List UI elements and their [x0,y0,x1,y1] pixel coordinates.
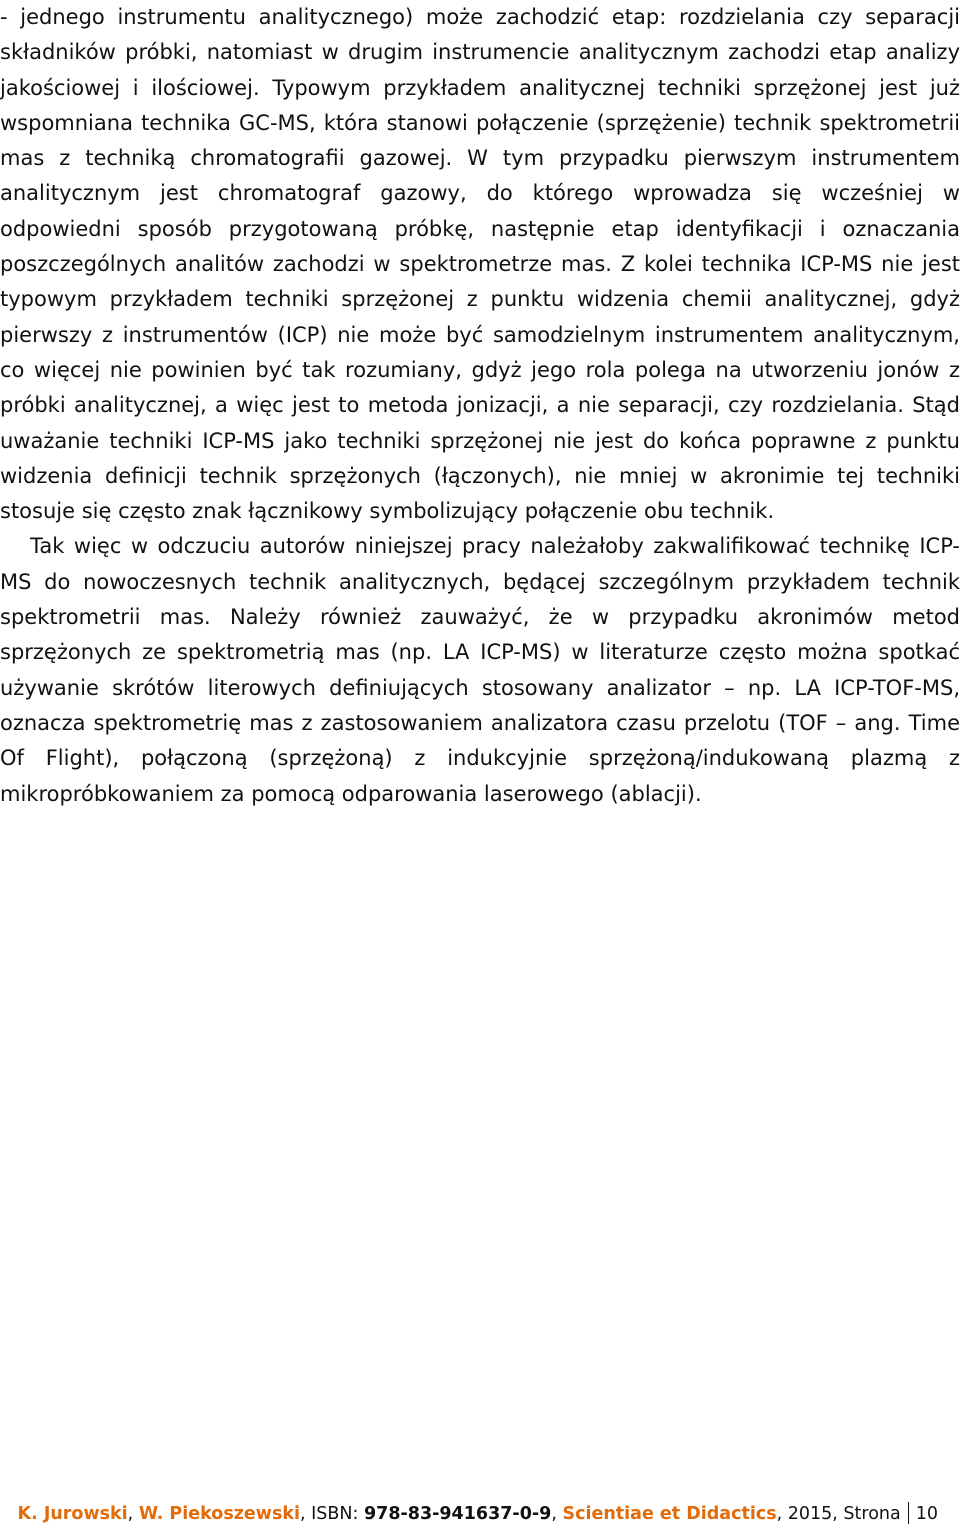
footer-author-1: K. Jurowski [17,1504,128,1524]
footer-isbn: 978-83-941637-0-9 [363,1504,552,1524]
footer-isbn-label: , ISBN: [300,1504,364,1524]
footer-page-number: 10 [915,1504,938,1524]
footer-year-page: , 2015, Strona [776,1504,901,1524]
footer-publisher: Scientiae et Didactics [562,1504,777,1524]
footer-author-2: W. Piekoszewski [138,1504,301,1524]
paragraph-1: - jednego instrumentu analitycznego) może zachodzić etap: rozdzielania czy separacji składników próbki, natomiast w drugim instrumencie analitycznym zachodzi etap analizy jakościowej i ilościowej. Typowym przykładem analitycznej techniki sprzężonej jest już wspomniana technika GC-MS, która stanowi połączenie (sprzężenie) technik spektrometrii mas z techniką chromatografii gazowej. W tym przypadku pierwszym instrumentem analitycznym jest chromatograf gazowy, do którego wprowadza się wcześniej w odpowiedni sposób przygotowaną próbkę, następnie etap identyfikacji i oznaczania poszczególnych analitów zachodzi w spektrometrze mas. Z kolei technika ICP-MS nie jest typowym przykładem techniki sprzężonej z punktu widzenia chemii analitycznej, gdyż pierwszy z instrumentów (ICP) nie może być samodzielnym instrumentem analitycznym, co więcej nie powinien być tak rozumiany, gdyż jego rola polega na utworzeniu jonów z próbki analitycznej, a więc jest to metoda jonizacji, a nie separacji, czy rozdzielania. Stąd uważanie techniki ICP-MS jako techniki sprzężonej nie jest do końca poprawne z punktu widzenia definicji technik sprzężonych (łączonych), nie mniej w akronimie tej techniki stosuje się często znak łącznikowy symbolizujący połączenie obu technik. [0,5,960,524]
page-footer [18,1502,938,1526]
footer-comma-2: , [551,1504,563,1524]
paragraph-2: Tak więc w odczuciu autorów niniejszej pracy należałoby zakwalifikować technikę ICP-MS do nowoczesnych technik analitycznych, będącej szczególnym przykładem technik spektrometrii mas. Należy również zauważyć, że w przypadku akronimów metod sprzężonych ze spektrometrią mas (np. LA ICP-MS) w literaturze często można spotkać używanie skrótów literowych definiujących stosowany analizator – np. LA ICP-TOF-MS, oznacza spektrometrię mas z zastosowaniem analizatora czasu przelotu (TOF – ang. Time Of Flight), połączoną (sprzężoną) z indukcyjnie sprzężoną/indukowaną plazmą z mikropróbkowaniem za pomocą odparowania laserowego (ablacji). [0,534,960,806]
footer-separator [908,1502,909,1524]
footer-comma-1: , [127,1504,139,1524]
